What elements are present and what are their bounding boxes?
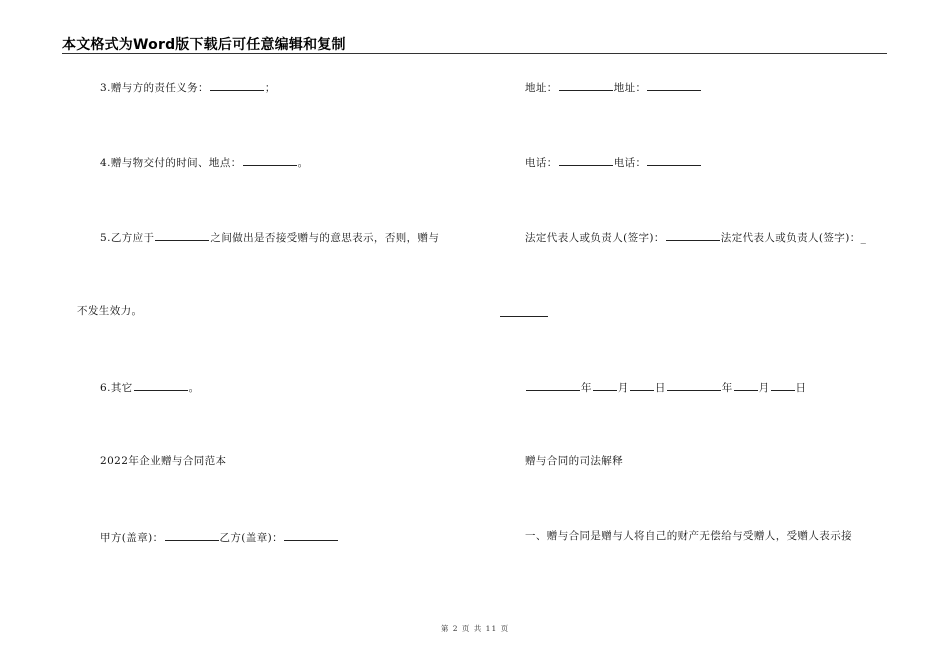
fill-blank bbox=[284, 529, 338, 541]
clause-5-continuation: 不发生效力。 bbox=[77, 305, 143, 317]
representative-label-a: 法定代表人或负责人(签字)： bbox=[525, 232, 665, 244]
day-label: 日 bbox=[795, 382, 807, 394]
party-b-seal-label: 乙方(盖章)： bbox=[219, 532, 283, 544]
month-label: 月 bbox=[617, 382, 629, 394]
address-line bbox=[525, 79, 702, 95]
clause-6-label: 6.其它 bbox=[100, 382, 133, 394]
fill-blank bbox=[771, 379, 795, 391]
phone-label-a: 电话： bbox=[525, 157, 558, 169]
clause-4 bbox=[100, 154, 309, 170]
day-label: 日 bbox=[654, 382, 666, 394]
fill-blank bbox=[243, 154, 297, 166]
clause-3-label: 3.赠与方的责任义务： bbox=[100, 82, 209, 94]
clause-6 bbox=[100, 379, 200, 395]
party-seals bbox=[100, 529, 339, 545]
fill-blank bbox=[210, 79, 264, 91]
representative-blank-continuation bbox=[500, 316, 548, 317]
fill-blank bbox=[165, 529, 219, 541]
representative-line bbox=[525, 229, 866, 245]
clause-5-text: 之间做出是否接受赠与的意思表示，否则，赠与 bbox=[210, 232, 440, 244]
fill-blank bbox=[559, 79, 613, 91]
section-title: 赠与合同的司法解释 bbox=[525, 455, 624, 467]
fill-blank bbox=[630, 379, 654, 391]
address-label-b: 地址： bbox=[613, 82, 647, 94]
fill-blank bbox=[559, 154, 613, 166]
fill-blank bbox=[134, 379, 188, 391]
party-a-seal-label: 甲方(盖章)： bbox=[100, 532, 164, 544]
year-label: 年 bbox=[581, 382, 592, 394]
header-divider bbox=[62, 53, 887, 54]
fill-blank bbox=[647, 79, 701, 91]
phone-label-b: 电话： bbox=[613, 157, 647, 169]
section-title: 2022年企业赠与合同范本 bbox=[100, 455, 227, 467]
address-label-a: 地址： bbox=[525, 82, 558, 94]
page-number: 第 2 页 共 11 页 bbox=[440, 624, 510, 633]
clause-3 bbox=[100, 79, 276, 95]
month-label: 月 bbox=[758, 382, 770, 394]
fill-blank bbox=[155, 229, 209, 241]
document-header-title: 本文格式为Word版下载后可任意编辑和复制 bbox=[62, 37, 346, 53]
date-line bbox=[525, 379, 806, 395]
fill-blank bbox=[667, 379, 721, 391]
clause-5 bbox=[100, 229, 439, 245]
clause-3-end: ； bbox=[264, 82, 276, 94]
representative-label-b: 法定代表人或负责人(签字)： bbox=[720, 232, 861, 244]
fill-blank bbox=[734, 379, 758, 391]
clause-4-end: 。 bbox=[297, 157, 309, 169]
clause-6-end: 。 bbox=[188, 382, 200, 394]
clause-4-label: 4.赠与物交付的时间、地点： bbox=[100, 157, 242, 169]
fill-blank bbox=[666, 229, 720, 241]
fill-blank bbox=[647, 154, 701, 166]
fill-blank bbox=[526, 379, 580, 391]
phone-line bbox=[525, 154, 702, 170]
year-label: 年 bbox=[721, 382, 733, 394]
clause-5-label: 5.乙方应于 bbox=[100, 232, 155, 244]
representative-blank-start: _ bbox=[860, 232, 867, 244]
paragraph-text: 一、赠与合同是赠与人将自己的财产无偿给与受赠人，受赠人表示接 bbox=[525, 530, 852, 542]
fill-blank bbox=[593, 379, 617, 391]
